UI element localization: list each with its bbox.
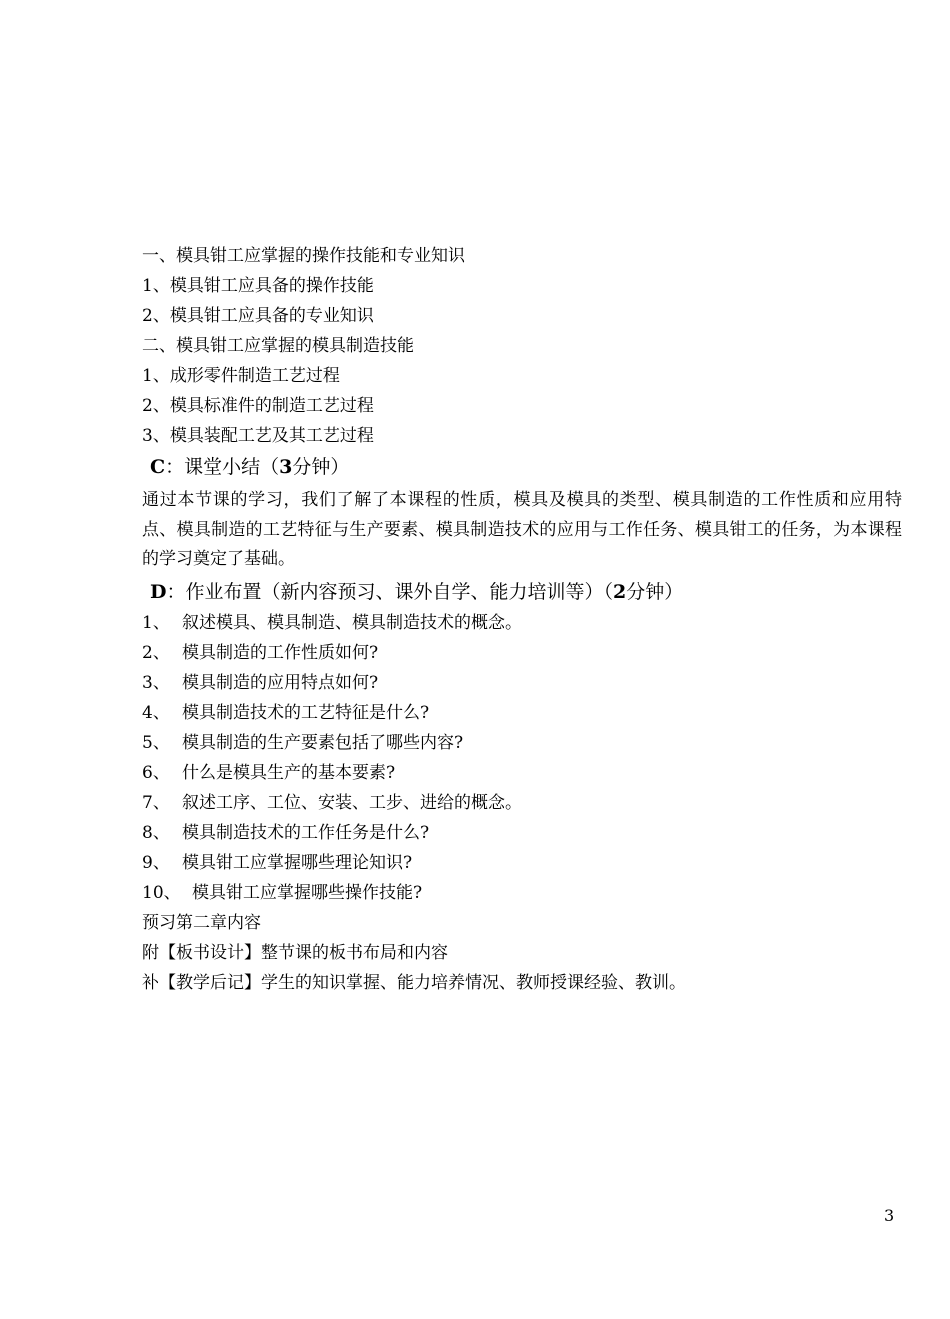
homework-item <box>142 638 902 668</box>
homework-item-text: 什么是模具生产的基本要素? <box>182 762 396 783</box>
homework-title-a: 作业布置（新内容预习、课外自学、能力培训等）（ <box>185 580 614 603</box>
homework-item-number: 6、 <box>142 762 170 783</box>
homework-item-number: 2、 <box>142 642 170 663</box>
homework-item <box>142 668 902 698</box>
summary-colon: ： <box>165 456 185 478</box>
teaching-postscript-note: 补【教学后记】学生的知识掌握、能力培养情况、教师授课经验、教训。 <box>142 972 686 993</box>
summary-minutes: 3 <box>279 456 293 478</box>
outline-item: 1、成形零件制造工艺过程 <box>142 366 340 386</box>
outline-item: 2、模具标准件的制造工艺过程 <box>142 396 374 416</box>
homework-item-text: 模具制造的生产要素包括了哪些内容? <box>182 732 464 753</box>
homework-item-number: 1、 <box>142 612 170 633</box>
homework-item <box>142 728 902 758</box>
homework-item-text: 模具钳工应掌握哪些操作技能? <box>192 882 423 903</box>
summary-title-a: 课堂小结（ <box>184 456 280 478</box>
homework-item-number: 5、 <box>142 732 170 753</box>
outline-heading-1: 一、模具钳工应掌握的操作技能和专业知识 <box>142 246 465 266</box>
document-body <box>142 241 902 998</box>
homework-item <box>142 608 902 638</box>
page-number: 3 <box>884 1206 895 1225</box>
homework-title-b: 分钟） <box>626 580 684 603</box>
homework-item-text: 叙述模具、模具制造、模具制造技术的概念。 <box>182 612 522 633</box>
summary-heading <box>142 451 902 483</box>
outline-item: 3、模具装配工艺及其工艺过程 <box>142 426 374 446</box>
preview-note: 预习第二章内容 <box>142 912 261 933</box>
homework-item-number: 10、 <box>142 882 181 903</box>
homework-prefix: D <box>150 580 167 603</box>
homework-item-number: 4、 <box>142 702 170 723</box>
board-design-note: 附【板书设计】整节课的板书布局和内容 <box>142 942 448 963</box>
homework-item-text: 叙述工序、工位、安装、工步、进给的概念。 <box>182 792 522 813</box>
homework-item <box>142 758 902 788</box>
outline-item: 1、模具钳工应具备的操作技能 <box>142 276 374 296</box>
outline-heading-2: 二、模具钳工应掌握的模具制造技能 <box>142 336 414 356</box>
summary-text: 通过本节课的学习，我们了解了本课程的性质，模具及模具的类型、模具制造的工作性质和应用特点、模具制造的工艺特征与生产要素、模具制造技术的应用与工作任务、模具钳工的任务，为本课程的学习奠定了基础。 <box>142 490 902 569</box>
homework-item-text: 模具制造的工作性质如何? <box>182 642 379 663</box>
homework-item <box>142 848 902 878</box>
homework-item <box>142 788 902 818</box>
homework-item <box>142 818 902 848</box>
summary-title-b: 分钟） <box>292 456 350 478</box>
outline-item: 2、模具钳工应具备的专业知识 <box>142 306 374 326</box>
homework-minutes: 2 <box>613 580 627 603</box>
homework-item-number: 3、 <box>142 672 170 693</box>
homework-item-text: 模具制造的应用特点如何? <box>182 672 379 693</box>
summary-prefix: C <box>150 456 166 478</box>
homework-colon: ： <box>166 580 186 603</box>
homework-heading <box>142 576 902 608</box>
homework-item-text: 模具制造技术的工艺特征是什么? <box>182 702 430 723</box>
homework-item-number: 9、 <box>142 852 170 873</box>
homework-item-text: 模具钳工应掌握哪些理论知识? <box>182 852 413 873</box>
homework-item-number: 7、 <box>142 792 170 813</box>
homework-item <box>142 878 902 908</box>
homework-item <box>142 698 902 728</box>
homework-item-text: 模具制造技术的工作任务是什么? <box>182 822 430 843</box>
homework-item-number: 8、 <box>142 822 170 843</box>
